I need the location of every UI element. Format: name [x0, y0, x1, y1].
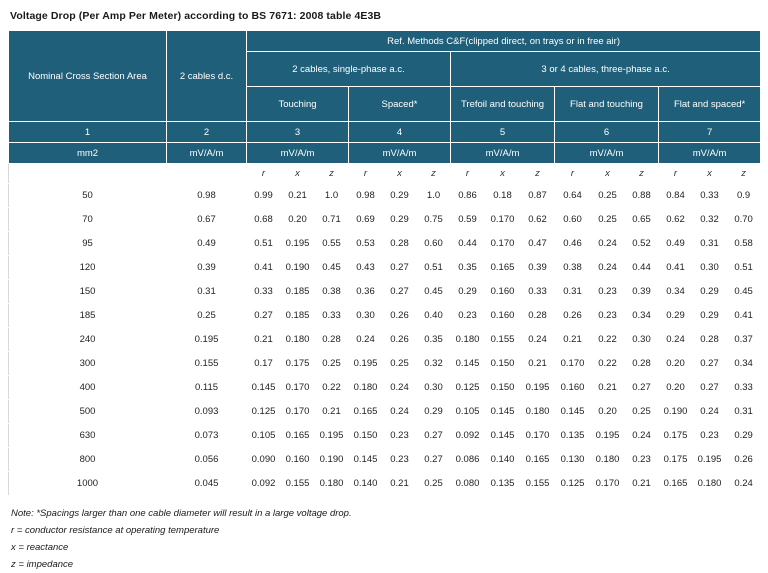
cell-nominal-area: 800: [9, 448, 167, 472]
cell-value: 0.180: [591, 448, 625, 472]
cell-value: 0.195: [167, 328, 247, 352]
cell-value: 0.40: [417, 304, 451, 328]
cell-value: 0.150: [349, 424, 383, 448]
cell-value: 0.29: [727, 424, 761, 448]
table-row: [9, 424, 761, 448]
cell-value: 0.62: [659, 208, 693, 232]
cell-value: 0.33: [521, 280, 555, 304]
cell-nominal-area: 500: [9, 400, 167, 424]
cell-value: 0.056: [167, 448, 247, 472]
cell-value: 0.36: [349, 280, 383, 304]
cell-value: 0.045: [167, 472, 247, 496]
cell-value: 0.25: [383, 352, 417, 376]
rxz-label-8: z: [521, 164, 555, 184]
cell-value: 0.51: [417, 256, 451, 280]
cell-value: 0.086: [451, 448, 485, 472]
cell-value: 0.49: [167, 232, 247, 256]
cell-value: 0.170: [485, 232, 521, 256]
rxz-label-10: x: [591, 164, 625, 184]
cell-value: 0.25: [417, 472, 451, 496]
header-ref-methods: Ref. Methods C&F(clipped direct, on trays or in free air): [247, 31, 761, 52]
header-number-5: 5: [451, 122, 555, 143]
header-group-two-cables-ac: 2 cables, single-phase a.c.: [247, 52, 451, 87]
cell-value: 0.65: [625, 208, 659, 232]
cell-value: 0.24: [727, 472, 761, 496]
cell-nominal-area: 1000: [9, 472, 167, 496]
cell-value: 0.195: [315, 424, 349, 448]
cell-value: 0.170: [281, 400, 315, 424]
cell-value: 0.26: [383, 304, 417, 328]
cell-value: 0.27: [417, 448, 451, 472]
cell-value: 0.32: [693, 208, 727, 232]
header-unit-4: mV/A/m: [349, 143, 451, 164]
table-row: [9, 352, 761, 376]
cell-nominal-area: 70: [9, 208, 167, 232]
cell-value: 0.27: [417, 424, 451, 448]
header-number-1: 1: [9, 122, 167, 143]
cell-value: 0.155: [521, 472, 555, 496]
cell-value: 0.180: [349, 376, 383, 400]
cell-value: 0.52: [625, 232, 659, 256]
cell-value: 0.29: [659, 304, 693, 328]
cell-value: 0.165: [349, 400, 383, 424]
header-nominal-area: Nominal Cross Section Area: [9, 31, 167, 122]
cell-value: 0.175: [659, 448, 693, 472]
cell-value: 0.30: [349, 304, 383, 328]
cell-value: 0.24: [591, 232, 625, 256]
cell-value: 0.33: [693, 184, 727, 208]
cell-value: 0.59: [451, 208, 485, 232]
cell-value: 0.190: [281, 256, 315, 280]
table-row: [9, 304, 761, 328]
table-row: [9, 400, 761, 424]
header-unit-2: mV/A/m: [167, 143, 247, 164]
cell-value: 0.145: [247, 376, 281, 400]
header-number-2: 2: [167, 122, 247, 143]
cell-value: 0.60: [555, 208, 591, 232]
table-row: [9, 376, 761, 400]
cell-value: 0.24: [659, 328, 693, 352]
cell-value: 0.125: [247, 400, 281, 424]
cell-value: 0.62: [521, 208, 555, 232]
header-unit-3: mV/A/m: [247, 143, 349, 164]
cell-value: 0.195: [281, 232, 315, 256]
cell-value: 0.70: [727, 208, 761, 232]
cell-value: 0.160: [281, 448, 315, 472]
cell-value: 0.34: [625, 304, 659, 328]
rxz-label-12: r: [659, 164, 693, 184]
cell-value: 0.28: [625, 352, 659, 376]
cell-value: 0.21: [247, 328, 281, 352]
cell-value: 0.170: [521, 424, 555, 448]
cell-value: 0.31: [167, 280, 247, 304]
cell-value: 0.23: [693, 424, 727, 448]
cell-value: 0.23: [383, 448, 417, 472]
cell-value: 0.41: [659, 256, 693, 280]
cell-nominal-area: 240: [9, 328, 167, 352]
cell-value: 0.150: [485, 376, 521, 400]
cell-value: 0.180: [315, 472, 349, 496]
header-unit-6: mV/A/m: [555, 143, 659, 164]
cell-value: 1.0: [315, 184, 349, 208]
cell-value: 0.39: [521, 256, 555, 280]
cell-value: 0.99: [247, 184, 281, 208]
cell-nominal-area: 185: [9, 304, 167, 328]
cell-value: 0.125: [451, 376, 485, 400]
cell-value: 0.145: [485, 400, 521, 424]
cell-nominal-area: 150: [9, 280, 167, 304]
cell-value: 0.180: [281, 328, 315, 352]
header-sub-flat-touching: Flat and touching: [555, 87, 659, 122]
cell-value: 0.51: [727, 256, 761, 280]
cell-value: 0.24: [383, 400, 417, 424]
header-row-numbers: [9, 122, 761, 143]
rxz-label-0: r: [247, 164, 281, 184]
cell-value: 0.24: [625, 424, 659, 448]
cell-value: 0.22: [591, 352, 625, 376]
cell-value: 0.170: [555, 352, 591, 376]
cell-value: 0.21: [315, 400, 349, 424]
cell-value: 0.98: [167, 184, 247, 208]
cell-value: 0.28: [521, 304, 555, 328]
cell-value: 0.29: [693, 304, 727, 328]
rxz-label-2: z: [315, 164, 349, 184]
cell-value: 0.165: [521, 448, 555, 472]
cell-value: 0.30: [417, 376, 451, 400]
notes-block: [11, 505, 760, 573]
rxz-label-3: r: [349, 164, 383, 184]
cell-value: 0.88: [625, 184, 659, 208]
cell-value: 0.25: [591, 208, 625, 232]
cell-value: 0.25: [625, 400, 659, 424]
cell-value: 0.145: [485, 424, 521, 448]
cell-value: 0.28: [315, 328, 349, 352]
cell-value: 0.21: [591, 376, 625, 400]
cell-value: 0.38: [315, 280, 349, 304]
cell-value: 0.175: [659, 424, 693, 448]
cell-value: 0.29: [383, 184, 417, 208]
cell-value: 0.31: [727, 400, 761, 424]
cell-value: 0.23: [591, 280, 625, 304]
cell-value: 0.105: [451, 400, 485, 424]
header-sub-trefoil-touching: Trefoil and touching: [451, 87, 555, 122]
cell-value: 0.24: [349, 328, 383, 352]
cell-value: 0.140: [485, 448, 521, 472]
cell-value: 0.47: [521, 232, 555, 256]
cell-value: 0.22: [591, 328, 625, 352]
cell-value: 0.69: [349, 208, 383, 232]
cell-value: 0.27: [625, 376, 659, 400]
header-number-7: 7: [659, 122, 761, 143]
cell-value: 0.44: [625, 256, 659, 280]
header-sub-flat-spaced: Flat and spaced*: [659, 87, 761, 122]
cell-value: 0.29: [383, 208, 417, 232]
cell-nominal-area: 300: [9, 352, 167, 376]
cell-value: 0.170: [281, 376, 315, 400]
cell-value: 0.25: [167, 304, 247, 328]
header-group-three-cables-ac: 3 or 4 cables, three-phase a.c.: [451, 52, 761, 87]
cell-value: 0.165: [281, 424, 315, 448]
cell-value: 0.155: [485, 328, 521, 352]
rxz-label-9: r: [555, 164, 591, 184]
page-title: Voltage Drop (Per Amp Per Meter) according to BS 7671: 2008 table 4E3B: [10, 10, 382, 22]
cell-value: 0.27: [693, 352, 727, 376]
cell-value: 0.41: [727, 304, 761, 328]
cell-value: 0.71: [315, 208, 349, 232]
rxz-row: [9, 164, 761, 184]
cell-value: 0.080: [451, 472, 485, 496]
header-sub-touching: Touching: [247, 87, 349, 122]
cell-value: 0.34: [727, 352, 761, 376]
cell-value: 0.44: [451, 232, 485, 256]
table-row: [9, 280, 761, 304]
cell-nominal-area: 630: [9, 424, 167, 448]
cell-value: 0.190: [315, 448, 349, 472]
rxz-blank-1: [9, 164, 167, 184]
cell-value: 0.195: [591, 424, 625, 448]
cell-value: 0.31: [555, 280, 591, 304]
cell-value: 0.68: [247, 208, 281, 232]
cell-value: 0.160: [555, 376, 591, 400]
cell-value: 0.9: [727, 184, 761, 208]
cell-value: 0.180: [521, 400, 555, 424]
cell-value: 0.170: [591, 472, 625, 496]
header-row-top: [9, 31, 761, 52]
cell-value: 0.195: [693, 448, 727, 472]
header-unit-7: mV/A/m: [659, 143, 761, 164]
cell-value: 0.27: [247, 304, 281, 328]
cell-value: 0.28: [383, 232, 417, 256]
cell-value: 0.27: [383, 256, 417, 280]
cell-value: 0.21: [281, 184, 315, 208]
cell-value: 0.31: [693, 232, 727, 256]
cell-value: 0.67: [167, 208, 247, 232]
cell-value: 0.105: [247, 424, 281, 448]
note-line-2: r = conductor resistance at operating temperature: [11, 525, 220, 536]
cell-value: 0.24: [383, 376, 417, 400]
cell-nominal-area: 120: [9, 256, 167, 280]
cell-value: 0.195: [349, 352, 383, 376]
cell-value: 0.45: [417, 280, 451, 304]
cell-value: 0.145: [349, 448, 383, 472]
cell-value: 0.34: [659, 280, 693, 304]
cell-nominal-area: 400: [9, 376, 167, 400]
cell-value: 0.58: [727, 232, 761, 256]
cell-value: 0.180: [451, 328, 485, 352]
header-number-3: 3: [247, 122, 349, 143]
cell-value: 0.53: [349, 232, 383, 256]
cell-value: 0.39: [625, 280, 659, 304]
cell-value: 0.185: [281, 304, 315, 328]
table-row: [9, 472, 761, 496]
table-body: [9, 164, 761, 496]
table-row: [9, 184, 761, 208]
cell-value: 0.27: [693, 376, 727, 400]
cell-value: 0.155: [281, 472, 315, 496]
cell-value: 0.25: [591, 184, 625, 208]
cell-value: 0.20: [591, 400, 625, 424]
cell-value: 0.98: [349, 184, 383, 208]
voltage-drop-table: [8, 30, 761, 496]
cell-value: 0.30: [625, 328, 659, 352]
cell-value: 0.150: [485, 352, 521, 376]
cell-value: 0.21: [555, 328, 591, 352]
cell-value: 0.29: [417, 400, 451, 424]
cell-value: 0.75: [417, 208, 451, 232]
cell-value: 0.39: [167, 256, 247, 280]
cell-value: 0.27: [383, 280, 417, 304]
cell-value: 0.35: [451, 256, 485, 280]
cell-value: 0.195: [521, 376, 555, 400]
rxz-label-13: x: [693, 164, 727, 184]
cell-value: 0.46: [555, 232, 591, 256]
cell-value: 0.23: [451, 304, 485, 328]
header-unit-1: mm2: [9, 143, 167, 164]
cell-value: 0.64: [555, 184, 591, 208]
cell-value: 0.093: [167, 400, 247, 424]
cell-value: 0.25: [315, 352, 349, 376]
cell-value: 0.160: [485, 304, 521, 328]
cell-value: 0.37: [727, 328, 761, 352]
note-line-1: Note: *Spacings larger than one cable diameter will result in a large voltage drop.: [11, 508, 352, 519]
cell-value: 0.23: [625, 448, 659, 472]
cell-value: 0.22: [315, 376, 349, 400]
cell-value: 0.175: [281, 352, 315, 376]
cell-value: 0.135: [485, 472, 521, 496]
cell-value: 0.60: [417, 232, 451, 256]
cell-value: 0.073: [167, 424, 247, 448]
cell-value: 0.165: [659, 472, 693, 496]
cell-value: 0.45: [315, 256, 349, 280]
table-row: [9, 448, 761, 472]
cell-value: 0.28: [693, 328, 727, 352]
header-number-6: 6: [555, 122, 659, 143]
header-row-units: [9, 143, 761, 164]
cell-value: 0.29: [693, 280, 727, 304]
cell-value: 0.17: [247, 352, 281, 376]
cell-value: 0.145: [555, 400, 591, 424]
cell-value: 0.24: [693, 400, 727, 424]
table-header: [9, 31, 761, 164]
cell-value: 0.23: [591, 304, 625, 328]
cell-value: 0.125: [555, 472, 591, 496]
rxz-label-6: r: [451, 164, 485, 184]
cell-value: 0.87: [521, 184, 555, 208]
cell-nominal-area: 95: [9, 232, 167, 256]
cell-value: 0.24: [591, 256, 625, 280]
cell-value: 0.21: [521, 352, 555, 376]
cell-value: 0.145: [451, 352, 485, 376]
cell-value: 0.55: [315, 232, 349, 256]
cell-value: 0.38: [555, 256, 591, 280]
cell-value: 0.84: [659, 184, 693, 208]
table-row: [9, 232, 761, 256]
note-line-4: z = impedance: [11, 559, 74, 570]
rxz-label-7: x: [485, 164, 521, 184]
cell-value: 0.115: [167, 376, 247, 400]
cell-value: 0.092: [247, 472, 281, 496]
header-unit-5: mV/A/m: [451, 143, 555, 164]
cell-value: 0.24: [521, 328, 555, 352]
cell-value: 0.49: [659, 232, 693, 256]
cell-value: 0.35: [417, 328, 451, 352]
cell-value: 0.41: [247, 256, 281, 280]
cell-value: 0.26: [383, 328, 417, 352]
rxz-blank-2: [167, 164, 247, 184]
cell-value: 0.33: [315, 304, 349, 328]
cell-value: 0.26: [555, 304, 591, 328]
cell-value: 0.160: [485, 280, 521, 304]
header-sub-spaced: Spaced*: [349, 87, 451, 122]
table-row: [9, 208, 761, 232]
cell-value: 0.140: [349, 472, 383, 496]
cell-value: 0.33: [247, 280, 281, 304]
cell-value: 0.090: [247, 448, 281, 472]
cell-value: 0.190: [659, 400, 693, 424]
cell-value: 0.170: [485, 208, 521, 232]
cell-value: 0.155: [167, 352, 247, 376]
rxz-label-5: z: [417, 164, 451, 184]
cell-value: 0.092: [451, 424, 485, 448]
cell-value: 0.32: [417, 352, 451, 376]
cell-value: 0.185: [281, 280, 315, 304]
cell-value: 0.135: [555, 424, 591, 448]
cell-value: 0.26: [727, 448, 761, 472]
cell-value: 0.29: [451, 280, 485, 304]
cell-value: 0.18: [485, 184, 521, 208]
cell-value: 0.20: [281, 208, 315, 232]
cell-value: 0.20: [659, 352, 693, 376]
cell-value: 0.21: [625, 472, 659, 496]
table-row: [9, 256, 761, 280]
cell-value: 0.45: [727, 280, 761, 304]
header-two-cables-dc: 2 cables d.c.: [167, 31, 247, 122]
cell-value: 0.86: [451, 184, 485, 208]
cell-value: 0.51: [247, 232, 281, 256]
table-row: [9, 328, 761, 352]
cell-value: 0.23: [383, 424, 417, 448]
cell-value: 0.180: [693, 472, 727, 496]
rxz-label-11: z: [625, 164, 659, 184]
rxz-label-4: x: [383, 164, 417, 184]
cell-value: 0.43: [349, 256, 383, 280]
cell-value: 0.30: [693, 256, 727, 280]
cell-nominal-area: 50: [9, 184, 167, 208]
rxz-label-14: z: [727, 164, 761, 184]
note-line-3: x = reactance: [11, 542, 69, 553]
cell-value: 0.21: [383, 472, 417, 496]
cell-value: 0.33: [727, 376, 761, 400]
cell-value: 0.20: [659, 376, 693, 400]
cell-value: 0.130: [555, 448, 591, 472]
cell-value: 1.0: [417, 184, 451, 208]
rxz-label-1: x: [281, 164, 315, 184]
cell-value: 0.165: [485, 256, 521, 280]
header-number-4: 4: [349, 122, 451, 143]
